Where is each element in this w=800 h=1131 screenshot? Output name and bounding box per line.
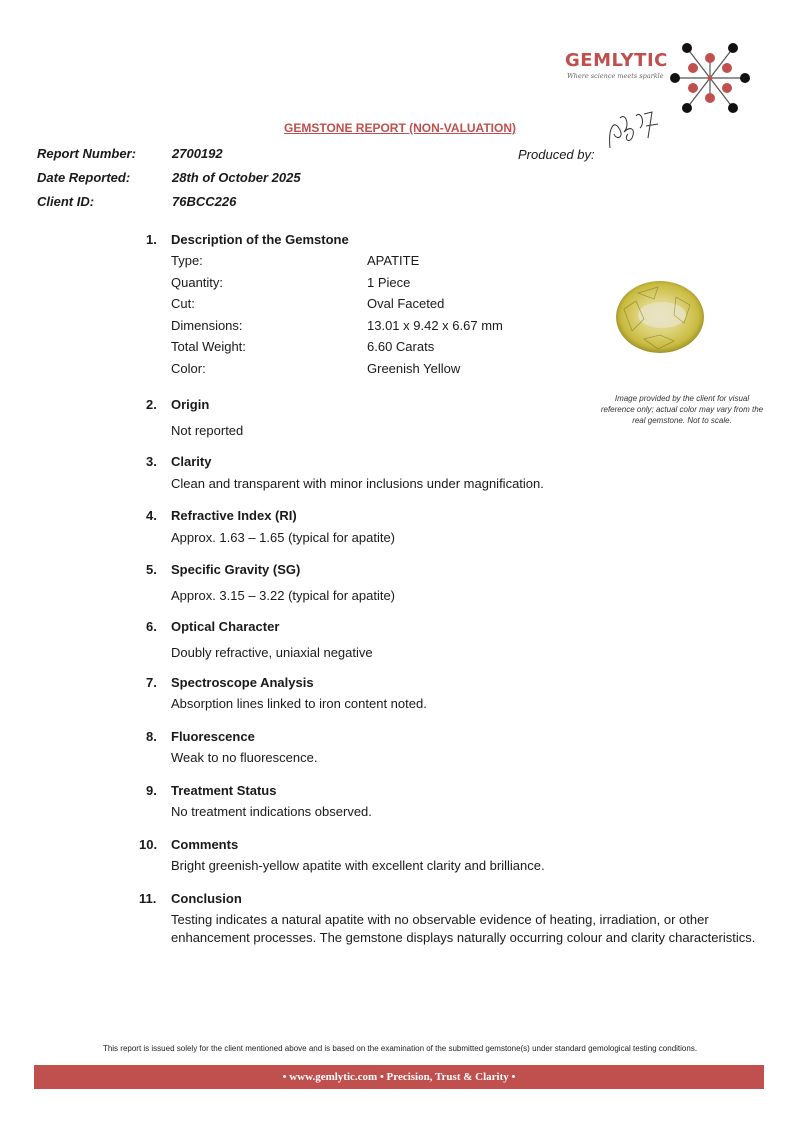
section-number: 3. [146, 454, 157, 469]
section-number: 7. [146, 675, 157, 690]
description-value: APATITE [367, 253, 420, 268]
section-title: Origin [171, 397, 210, 412]
produced-by-label: Produced by: [518, 147, 595, 162]
section-body: Testing indicates a natural apatite with no observable evidence of heating, irradiation, or other enhancement processes. The gemstone displays naturally occurring colour and clarity characteristics. [171, 912, 756, 945]
section-body: Approx. 3.15 – 3.22 (typical for apatite) [171, 588, 396, 603]
section-body: Doubly refractive, uniaxial negative [171, 645, 373, 660]
section-body: Clean and transparent with minor inclusions under magnification. [171, 476, 544, 491]
section-description [146, 231, 596, 380]
section-optical-character [146, 618, 596, 662]
section-clarity [146, 453, 746, 493]
gemstone-image-caption: Image provided by the client for visual reference only; actual color may vary from the real gemstone. Not to scale. [600, 394, 764, 425]
description-label: Dimensions: [171, 317, 243, 333]
description-label: Color: [171, 360, 206, 376]
client-id-value: 76BCC226 [172, 194, 237, 209]
section-body: Weak to no fluorescence. [171, 750, 318, 765]
gemstone-image [614, 279, 706, 355]
report-number-row [37, 146, 487, 164]
section-origin [146, 396, 596, 440]
section-refractive-index [146, 507, 596, 547]
section-title: Treatment Status [171, 783, 277, 798]
description-value: Oval Faceted [367, 296, 445, 312]
section-title: Conclusion [171, 891, 242, 906]
section-title: Optical Character [171, 619, 280, 634]
description-row [171, 358, 596, 380]
section-title: Specific Gravity (SG) [171, 562, 301, 577]
description-value: Greenish Yellow [367, 360, 461, 376]
date-reported-value: 28th of October 2025 [172, 170, 301, 185]
section-number: 9. [146, 783, 157, 798]
report-title: GEMSTONE REPORT (NON-VALUATION) [284, 121, 516, 135]
section-body: No treatment indications observed. [171, 804, 372, 819]
client-id-label: Client ID: [37, 194, 95, 209]
section-title: Refractive Index (RI) [171, 508, 297, 523]
report-number-value: 2700192 [172, 146, 223, 161]
brand-tagline: Where science meets sparkle [567, 72, 664, 80]
section-fluorescence [146, 728, 596, 767]
footer-band: • www.gemlytic.com • Precision, Trust & Clarity • [34, 1065, 764, 1089]
section-body: Approx. 1.63 – 1.65 (typical for apatite) [171, 530, 396, 545]
footer-disclaimer: This report is issued solely for the client mentioned above and is based on the examination of the submitted gemstone(s) under standard gemological testing conditions. [102, 1044, 698, 1053]
section-treatment-status [146, 782, 596, 821]
section-title: Comments [171, 837, 239, 852]
description-label: Quantity: [171, 274, 224, 290]
section-body: Absorption lines linked to iron content noted. [171, 696, 427, 711]
section-number: 11. [139, 891, 157, 906]
description-row [171, 315, 596, 337]
section-number: 4. [146, 508, 157, 523]
section-number: 5. [146, 562, 157, 577]
description-label: Type: [171, 253, 203, 268]
section-number: 10. [139, 837, 158, 852]
description-value: 1 Piece [367, 274, 411, 290]
section-title: Fluorescence [171, 729, 255, 744]
description-label: Total Weight: [171, 339, 246, 355]
section-body: Bright greenish-yellow apatite with excellent clarity and brilliance. [171, 858, 545, 873]
section-number: 8. [146, 729, 157, 744]
description-row [171, 293, 596, 315]
section-conclusion [139, 890, 779, 947]
client-id-row [37, 194, 487, 212]
brand-logo [565, 38, 750, 118]
section-title: Clarity [171, 454, 212, 469]
description-value: 6.60 Carats [367, 339, 435, 355]
section-spectroscope-analysis [146, 674, 596, 713]
description-table [171, 250, 596, 380]
section-comments [139, 836, 779, 875]
section-number: 2. [146, 397, 157, 412]
brand-name: GEMLYTIC [565, 50, 668, 71]
section-specific-gravity [146, 561, 596, 605]
date-reported-label: Date Reported: [37, 170, 131, 185]
description-row [171, 250, 596, 272]
section-number: 1. [146, 232, 157, 247]
description-value: 13.01 x 9.42 x 6.67 mm [367, 317, 503, 333]
section-title: Description of the Gemstone [171, 232, 349, 247]
molecule-star-icon [670, 38, 750, 118]
description-row [171, 336, 596, 358]
section-number: 6. [146, 619, 157, 634]
section-title: Spectroscope Analysis [171, 675, 314, 690]
report-number-label: Report Number: [37, 146, 136, 161]
description-row [171, 272, 596, 294]
description-label: Cut: [171, 296, 195, 312]
date-reported-row [37, 170, 487, 188]
section-body: Not reported [171, 423, 244, 438]
